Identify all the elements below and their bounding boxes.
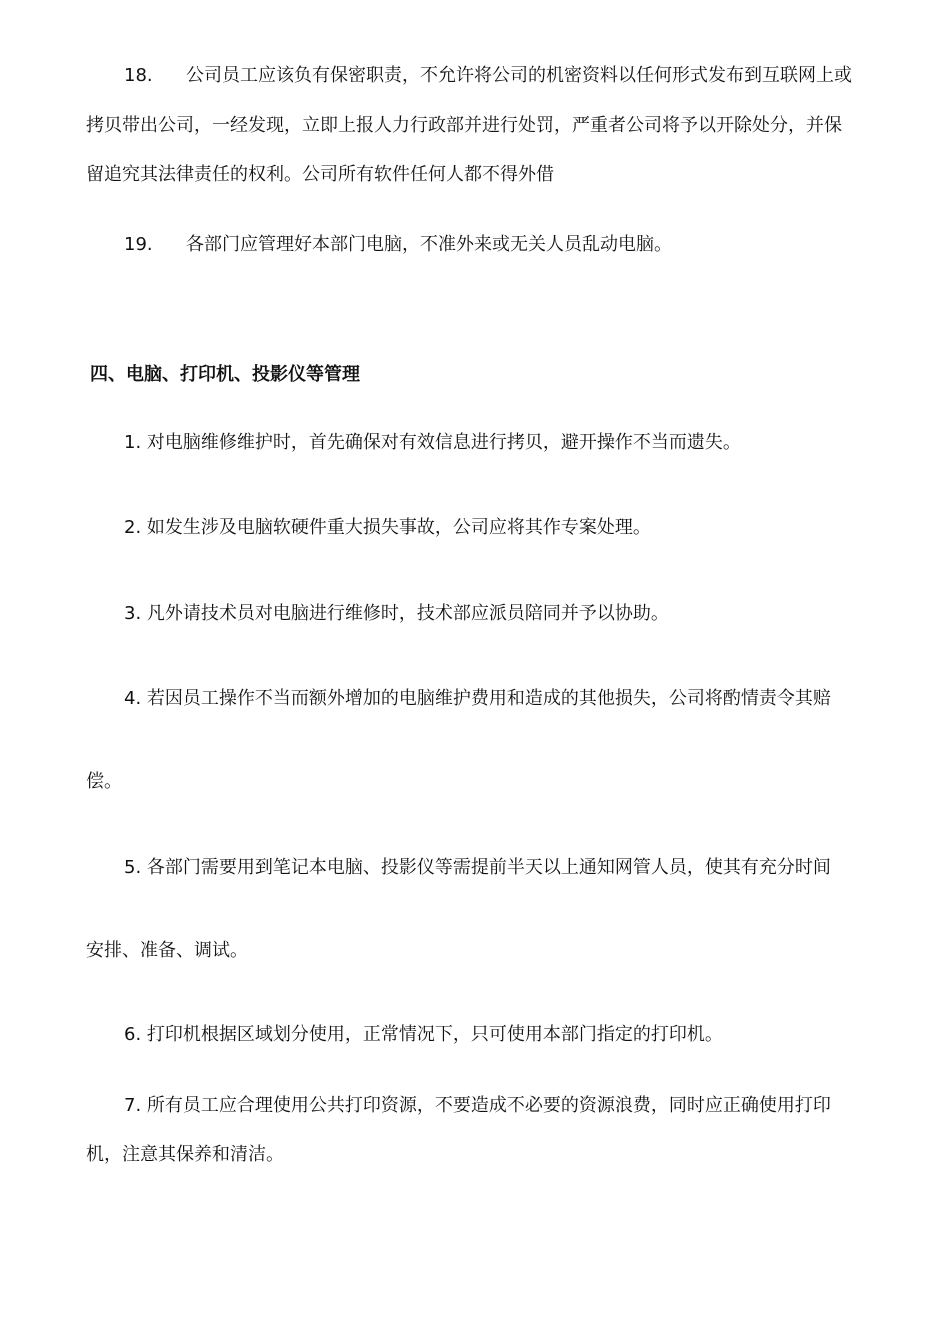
item-number: 19. (124, 234, 153, 255)
item-text: 各部门需要用到笔记本电脑、投影仪等需提前半天以上通知网管人员，使其有充分时间 (146, 857, 831, 878)
item-number: 6. (124, 1024, 142, 1045)
item-text: 各部门应管理好本部门电脑，不准外来或无关人员乱动电脑。 (186, 234, 672, 255)
item-number: 3. (124, 603, 142, 624)
item-text: 凡外请技术员对电脑进行维修时，技术部应派员陪同并予以协助。 (146, 603, 669, 624)
item-number: 2. (124, 517, 142, 538)
list-item-7-line-1 (124, 1094, 831, 1118)
item-text: 公司员工应该负有保密职责，不允许将公司的机密资料以任何形式发布到互联网上或 (186, 65, 852, 86)
list-item-18-line-1 (124, 64, 852, 88)
list-item-2 (124, 516, 651, 540)
list-item-18-line-2: 拷贝带出公司，一经发现，立即上报人力行政部并进行处罚，严重者公司将予以开除处分，并保 (86, 115, 842, 136)
list-item-3 (124, 602, 669, 626)
item-text: 对电脑维修维护时，首先确保对有效信息进行拷贝，避开操作不当而遗失。 (146, 432, 741, 453)
list-item-4-line-2: 偿。 (86, 771, 122, 792)
item-number: 7. (124, 1095, 142, 1116)
item-number: 18. (124, 65, 153, 86)
list-item-19-line-1 (124, 233, 672, 257)
list-item-5-line-1 (124, 856, 831, 880)
item-number: 5. (124, 857, 142, 878)
list-item-5-line-2: 安排、准备、调试。 (86, 940, 248, 961)
list-item-18-line-3: 留追究其法律责任的权利。公司所有软件任何人都不得外借 (86, 164, 554, 185)
item-text: 所有员工应合理使用公共打印资源，不要造成不必要的资源浪费，同时应正确使用打印 (146, 1095, 831, 1116)
item-number: 4. (124, 688, 142, 709)
list-item-7-line-2: 机，注意其保养和清洁。 (86, 1144, 284, 1165)
item-text: 打印机根据区域划分使用，正常情况下，只可使用本部门指定的打印机。 (146, 1024, 723, 1045)
item-number: 1. (124, 432, 142, 453)
list-item-1 (124, 431, 741, 455)
list-item-4-line-1 (124, 687, 831, 711)
list-item-6 (124, 1023, 723, 1047)
section-heading: 四、电脑、打印机、投影仪等管理 (90, 364, 360, 385)
item-text: 若因员工操作不当而额外增加的电脑维护费用和造成的其他损失，公司将酌情责令其赔 (146, 688, 831, 709)
item-text: 如发生涉及电脑软硬件重大损失事故，公司应将其作专案处理。 (146, 517, 651, 538)
